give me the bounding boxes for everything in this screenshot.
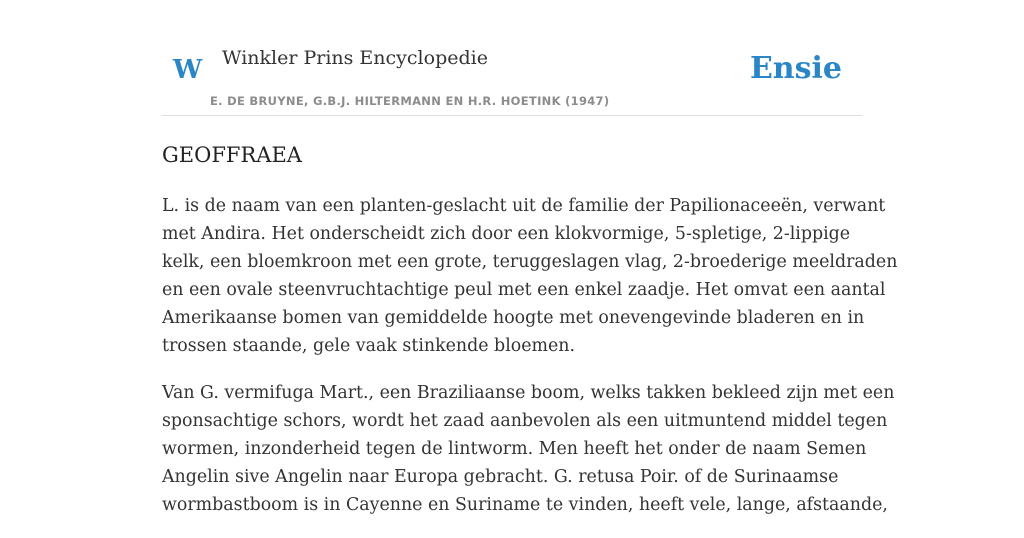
text-line: kelk, een bloemkroon met een grote, teruggeslagen vlag, 2-broederige meeldraden [162, 252, 898, 272]
publication-title[interactable]: Winkler Prins Encyclopedie [222, 47, 488, 69]
text-line: met Andira. Het onderscheidt zich door een klokvormige, 5-spletige, 2-lippige [162, 224, 851, 244]
text-line: sponsachtige schors, wordt het zaad aanbevolen als een uitmuntend middel tegen [162, 411, 888, 431]
text-line: Angelin sive Angelin naar Europa gebracht. G. retusa Poir. of de Surinaamse [162, 467, 839, 487]
article-paragraph-2 [162, 379, 895, 519]
text-line: wormbastboom is in Cayenne en Suriname te vinden, heeft vele, lange, afstaande, [162, 495, 888, 515]
article-body [162, 192, 898, 538]
publication-authors: E. DE BRUYNE, G.B.J. HILTERMANN EN H.R. HOETINK (1947) [210, 94, 610, 108]
page [162, 0, 898, 515]
article-paragraph-1 [162, 192, 898, 360]
text-line: wormen, inzonderheid tegen de lintworm. Men heeft het onder de naam Semen [162, 439, 867, 459]
text-line: L. is de naam van een planten-geslacht uit de familie der Papilionaceeën, verwant [162, 196, 886, 216]
text-line: trossen staande, gele vaak stinkende bloemen. [162, 336, 576, 356]
text-line: en een ovale steenvruchtachtige peul met een enkel zaadje. Het omvat een aantal [162, 280, 886, 300]
text-line: Van G. vermifuga Mart., een Braziliaanse boom, welks takken bekleed zijn met een [162, 383, 895, 403]
publication-logo[interactable]: W [173, 55, 203, 85]
header-divider [162, 115, 862, 116]
text-line: Amerikaanse bomen van gemiddelde hoogte met onevengevinde bladeren en in [162, 308, 865, 328]
article-headword: GEOFFRAEA [162, 143, 302, 167]
ensie-logo[interactable]: Ensie [749, 51, 842, 86]
